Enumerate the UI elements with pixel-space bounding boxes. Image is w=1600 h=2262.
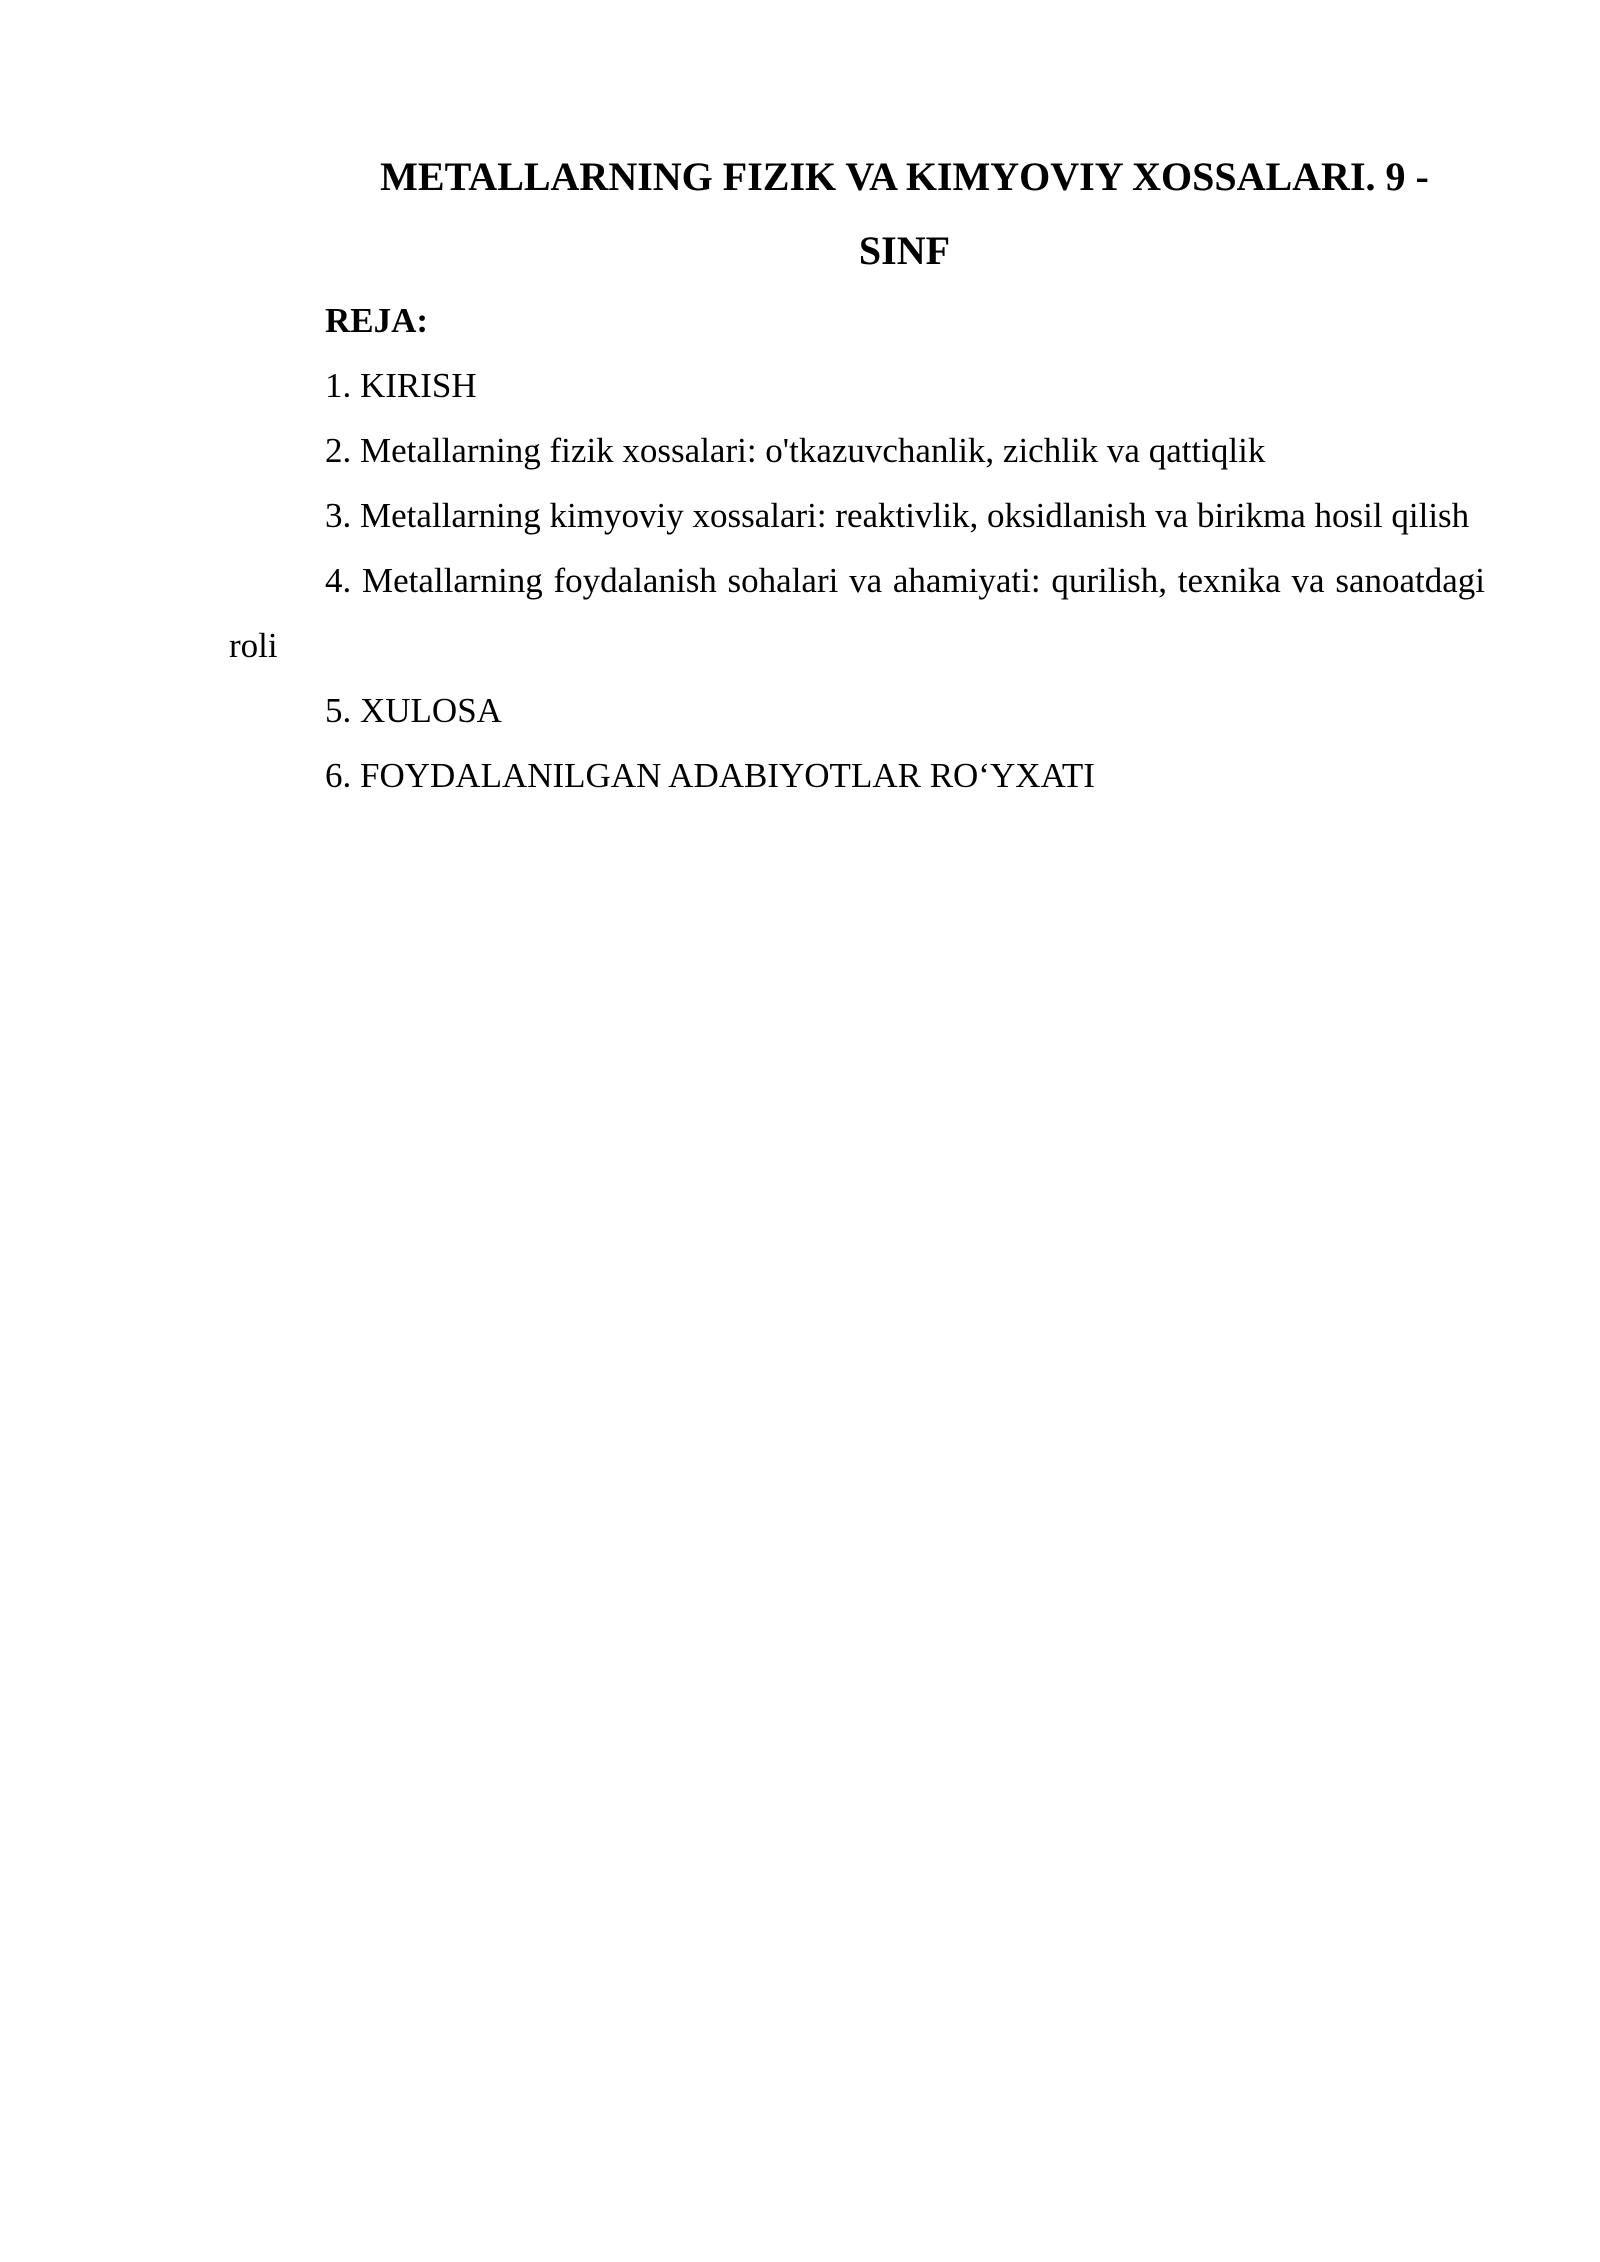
- plan-item-3: 3. Metallarning kimyoviy xossalari: reaktivlik, oksidlanish va birikma hosil qilish: [325, 496, 1470, 535]
- plan-item-6: 6. FOYDALANILGAN ADABIYOTLAR RO‘YXATI: [325, 756, 1095, 795]
- plan-item-1: 1. KIRISH: [325, 366, 477, 405]
- document-content: [229, 140, 1485, 808]
- plan-item-4: 4. Metallarning foydalanish sohalari va ahamiyati: qurilish, texnika va sanoatdagi roli: [229, 561, 1485, 665]
- title-line-1: METALLARNING FIZIK VA KIMYOVIY XOSSALARI. 9 -: [380, 154, 1429, 199]
- plan-item-2: 2. Metallarning fizik xossalari: o'tkazuvchanlik, zichlik va qattiqlik: [325, 431, 1266, 470]
- plan-item-5: 5. XULOSA: [325, 691, 502, 730]
- document-title: [229, 140, 1485, 288]
- plan-heading: REJA:: [325, 301, 429, 340]
- title-line-2: SINF: [858, 228, 951, 273]
